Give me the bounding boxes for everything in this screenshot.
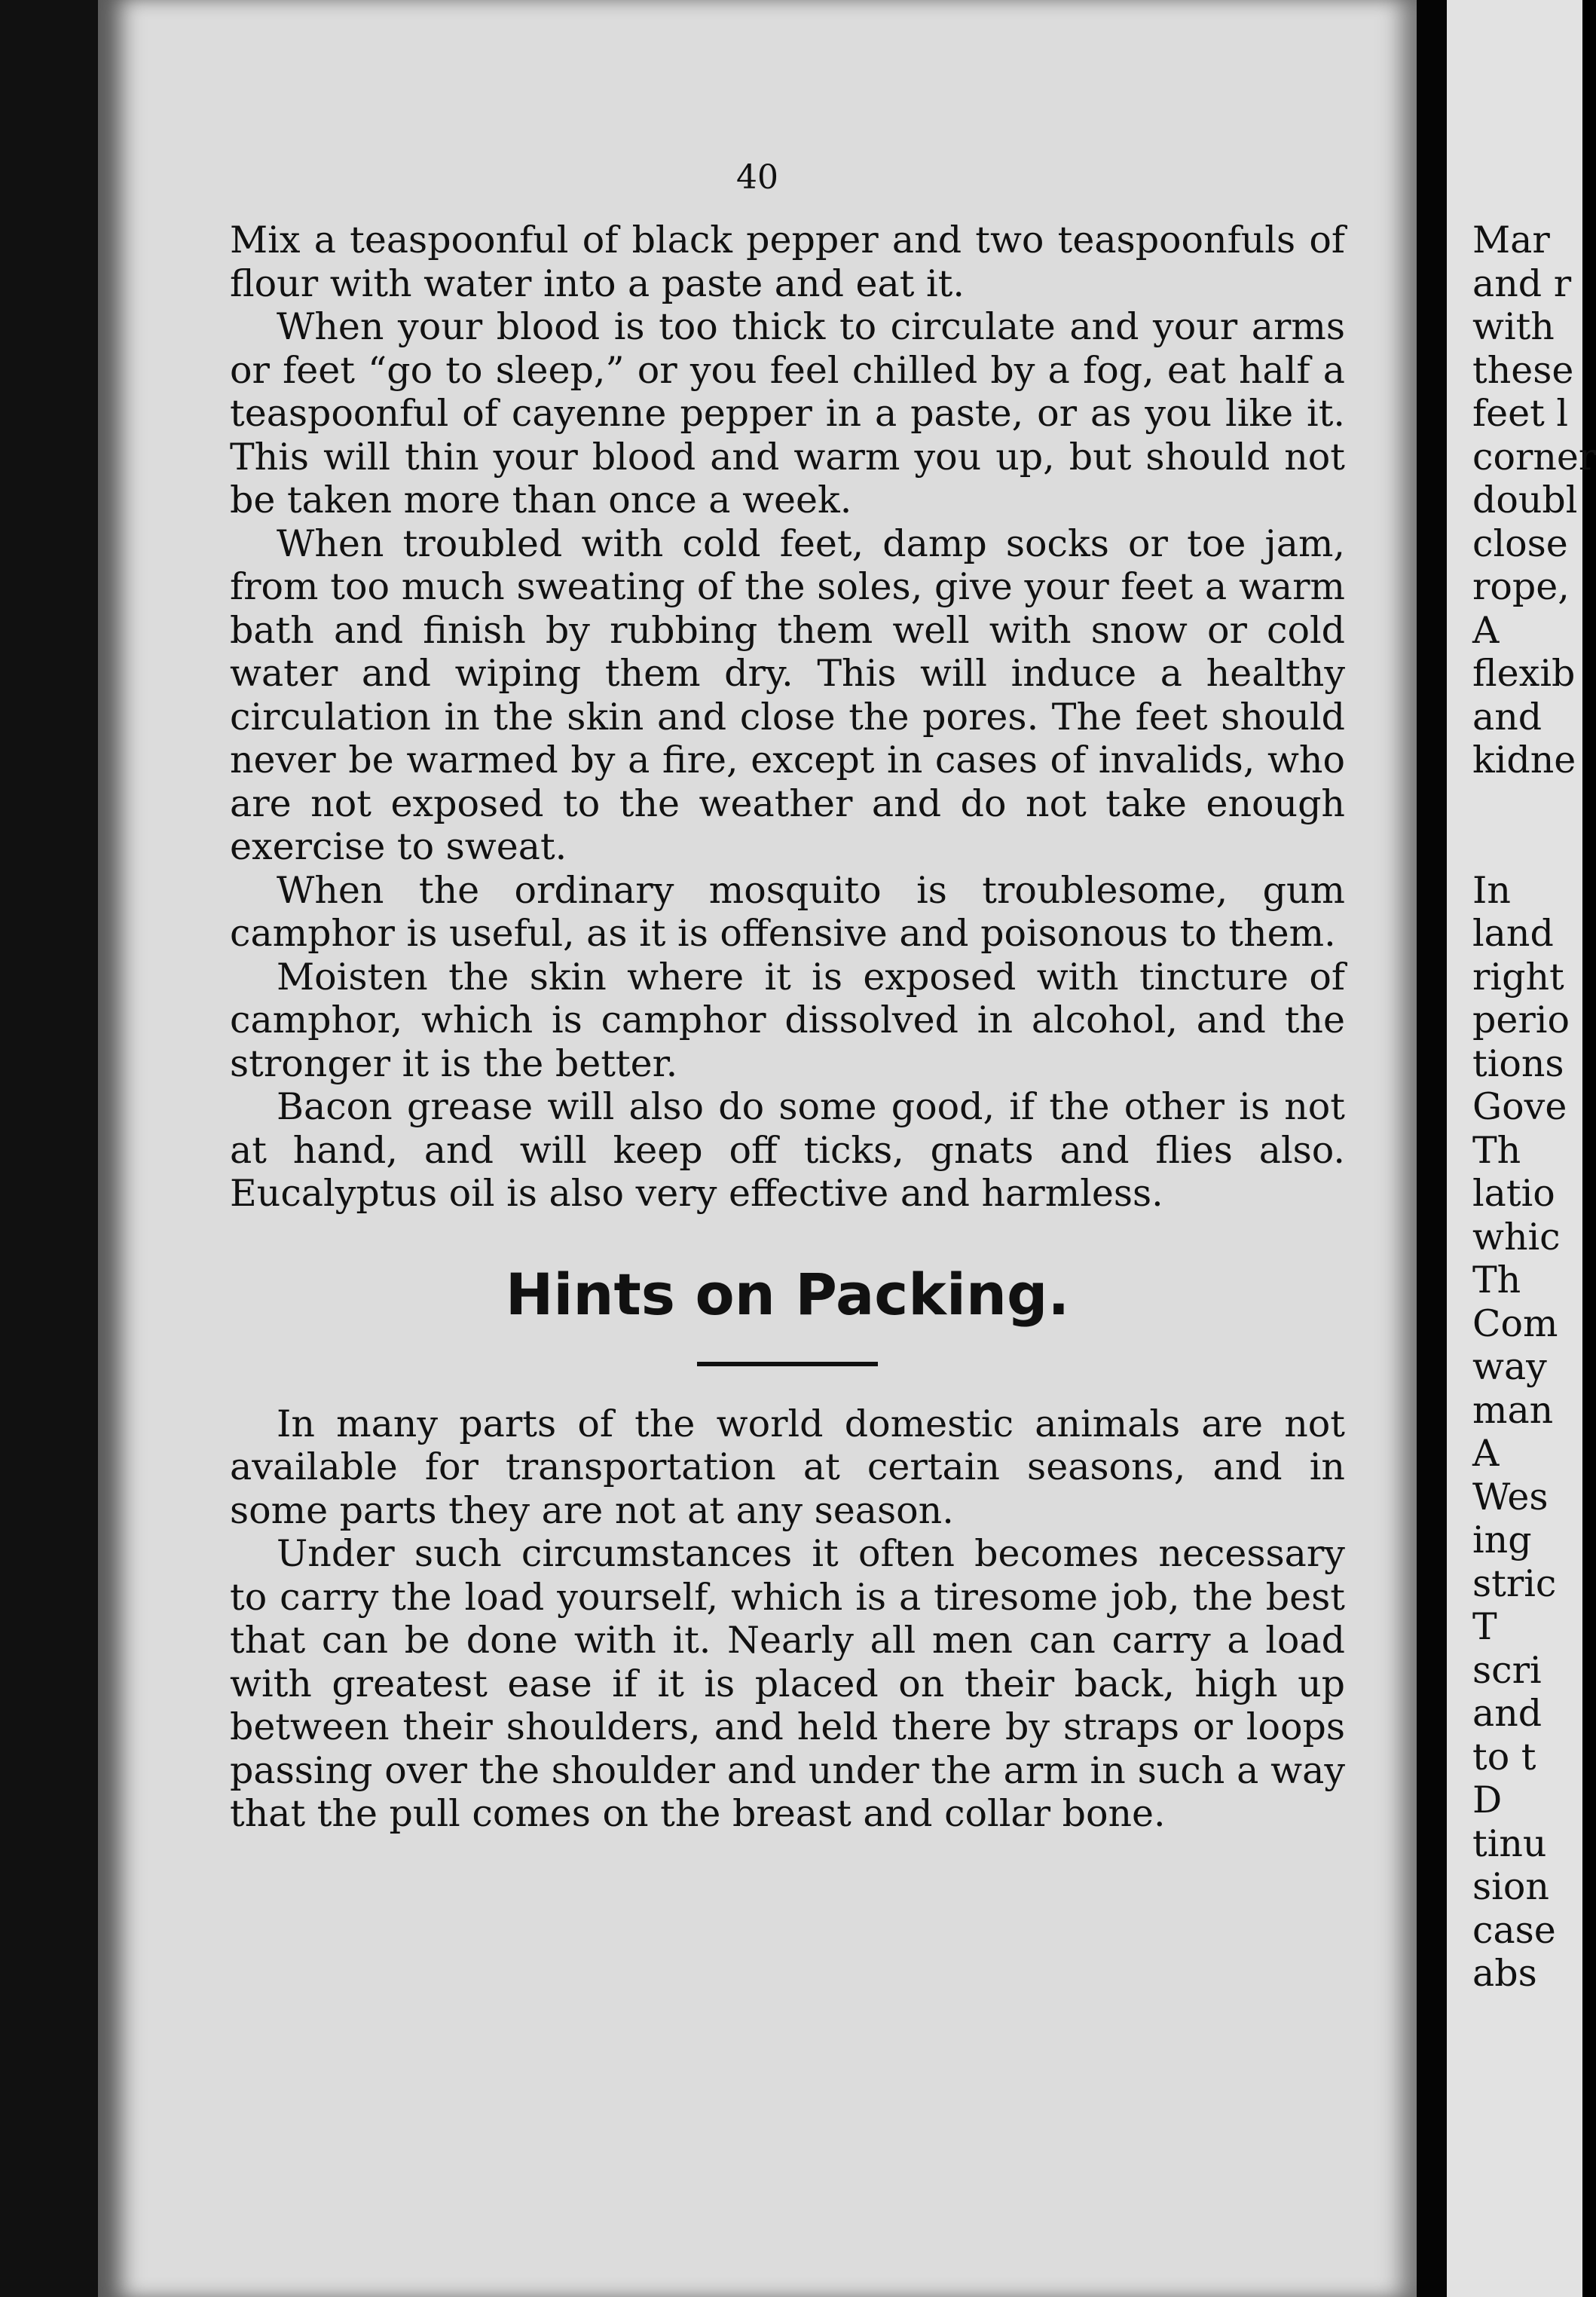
- paragraph: Under such circumstances it often becomes necessary to carry the load yourself, which is a tiresome job, the best that can be done with it. Nearly all men can carry a load with greatest ease if it is placed on their back, high up between their shoulders, and held there by straps or loops passing over the shoulder and under the arm in such a way that the pull comes on the breast and collar bone.: [230, 1532, 1345, 1835]
- next-page-edge: [1447, 0, 1596, 2297]
- next-page-text: [1472, 219, 1596, 1996]
- next-page-line: flexib: [1472, 652, 1576, 695]
- next-page-line: kidne: [1472, 739, 1576, 781]
- next-page-line: man: [1472, 1388, 1554, 1432]
- paragraph: Bacon grease will also do some good, if the other is not at hand, and will keep off ticks, gnats and flies also. Eucalyptus oil is also very effective and harmless.: [230, 1085, 1345, 1215]
- next-page-line: [1472, 825, 1585, 869]
- paragraph: When the ordinary mosquito is troublesome, gum camphor is useful, as it is offensive and poisonous to them.: [230, 868, 1345, 955]
- next-page-line: Com: [1472, 1301, 1558, 1345]
- next-page-line: and r: [1472, 262, 1572, 305]
- next-page-line: latio: [1472, 1172, 1555, 1215]
- paragraph: When troubled with cold feet, damp socks or toe jam, from too much sweating of the soles, give your feet a warm bath and finish by rubbing them well with snow or cold water and wiping them dry. This will induce a healthy circulation in the skin and close the pores. The feet should never be warmed by a fire, except in cases of invalids, who are not exposed to the weather and do not take enough exercise to sweat.: [230, 521, 1345, 868]
- next-page-line: T: [1472, 1605, 1497, 1648]
- next-page-line: In: [1472, 868, 1511, 912]
- paragraph: Mix a teaspoonful of black pepper and two teaspoonfuls of flour with water into a paste and eat it.: [230, 219, 1345, 305]
- next-page-line: close: [1472, 521, 1568, 565]
- next-page-line: stric: [1472, 1561, 1557, 1605]
- next-page-line: Wes: [1472, 1475, 1549, 1519]
- next-page-line: Mar: [1472, 219, 1550, 262]
- next-page-line: perio: [1472, 999, 1570, 1041]
- book-gutter: [1417, 0, 1447, 2297]
- next-page-line: corner: [1472, 435, 1596, 479]
- next-page-line: right: [1472, 955, 1564, 999]
- next-page-line: A: [1472, 608, 1500, 652]
- next-page-line: these: [1472, 348, 1574, 392]
- paragraph: In many parts of the world domestic animals are not available for transportation at certain seasons, and in some parts they are not at any season.: [230, 1402, 1345, 1532]
- next-page-line: abs: [1472, 1952, 1537, 1995]
- book-edge-left: [0, 0, 98, 2297]
- page-number: 40: [736, 158, 778, 197]
- next-page-line: to t: [1472, 1735, 1536, 1779]
- next-page-line: feet l: [1472, 392, 1569, 435]
- next-page-line: whic: [1472, 1215, 1561, 1259]
- next-page-line: tions: [1472, 1041, 1564, 1085]
- next-page-line: D: [1472, 1779, 1503, 1821]
- next-page-line: [1472, 782, 1585, 826]
- next-page-line: Gove: [1472, 1085, 1567, 1128]
- next-page-line: scri: [1472, 1648, 1542, 1692]
- page-body: [230, 219, 1345, 1836]
- next-page-line: way: [1472, 1345, 1547, 1388]
- paragraph: Moisten the skin where it is exposed with tincture of camphor, which is camphor dissolved in alcohol, and the stronger it is the better.: [230, 955, 1345, 1085]
- next-page-line: and: [1472, 695, 1542, 739]
- next-page-line: case: [1472, 1908, 1556, 1952]
- heading-divider: [697, 1362, 878, 1366]
- next-page-line: Th: [1472, 1128, 1521, 1172]
- next-page-line: land: [1472, 912, 1554, 955]
- paragraph: When your blood is too thick to circulate and your arms or feet “go to sleep,” or you feel chilled by a fog, eat half a teaspoonful of cayenne pepper in a paste, or as you like it. This will thin your blood and warm you up, but should not be taken more than once a week.: [230, 305, 1345, 521]
- next-page-line: tinu: [1472, 1821, 1547, 1865]
- next-page-line: Th: [1472, 1259, 1521, 1301]
- section-heading: Hints on Packing.: [505, 1260, 1070, 1328]
- next-page-line: doubl: [1472, 479, 1578, 521]
- next-page-line: sion: [1472, 1865, 1549, 1908]
- next-page-line: A: [1472, 1432, 1500, 1475]
- next-page-line: ing: [1472, 1519, 1532, 1561]
- next-page-line: rope,: [1472, 565, 1570, 608]
- next-page-line: with: [1472, 305, 1555, 348]
- next-page-line: and: [1472, 1692, 1542, 1735]
